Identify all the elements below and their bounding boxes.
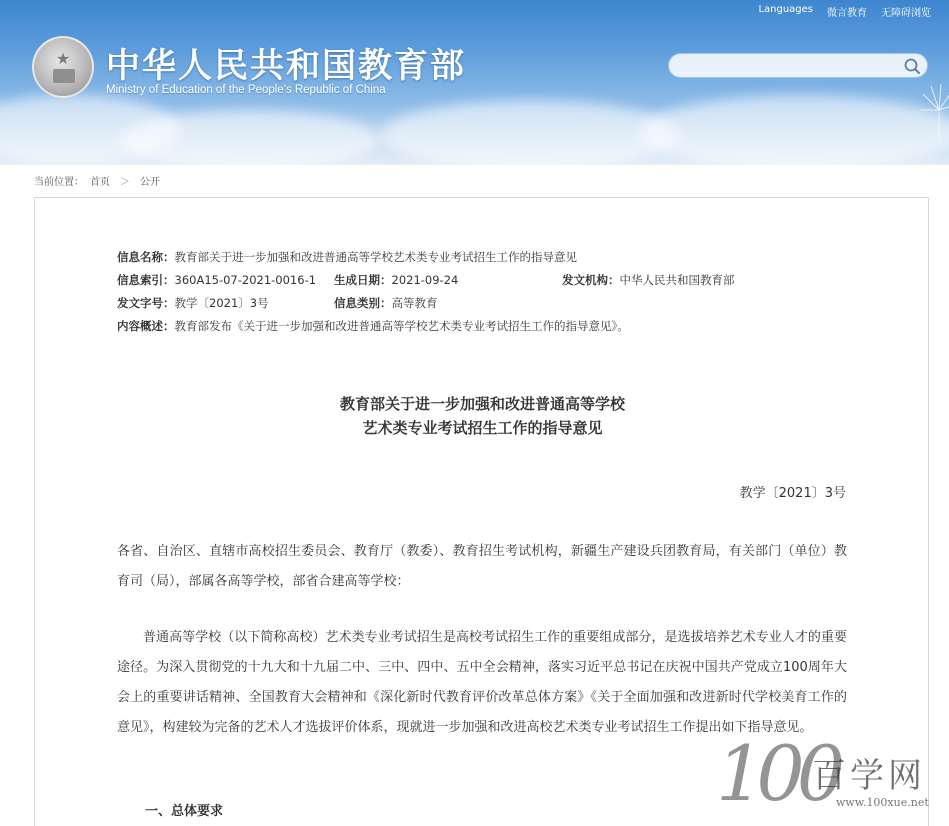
- site-title[interactable]: 中华人民共和国教育部: [106, 46, 466, 86]
- info-summary-value: 教育部发布《关于进一步加强和改进普通高等学校艺术类专业考试招生工作的指导意见》。: [174, 319, 629, 333]
- emblem-star-icon: ★: [55, 49, 71, 68]
- info-docno-value: 教学〔2021〕3号: [174, 296, 269, 310]
- header-cloud: [120, 110, 380, 165]
- breadcrumb: [34, 173, 160, 188]
- dandelion-icon: [919, 80, 949, 140]
- info-date-value: 2021-09-24: [391, 273, 459, 287]
- info-docno-label: 发文字号：: [117, 296, 175, 310]
- paragraph-addressees: 各省、自治区、直辖市高校招生委员会、教育厅（教委）、教育招生考试机构，新疆生产建设兵团教育局，有关部门（单位）教育司（局），部属各高等学校，部省合建高等学校：: [117, 544, 847, 589]
- breadcrumb-home[interactable]: 首页: [90, 177, 110, 188]
- document-number: 教学〔2021〕3号: [739, 486, 846, 501]
- document-title: [35, 392, 930, 440]
- info-index-label: 信息索引：: [117, 273, 175, 287]
- info-date-label: 生成日期：: [334, 273, 392, 287]
- info-category-label: 信息类别：: [334, 296, 392, 310]
- watermark-digits: 100: [716, 729, 838, 818]
- search-input[interactable]: [681, 57, 896, 75]
- site-subtitle: Ministry of Education of the People's Republic of China: [106, 84, 386, 96]
- breadcrumb-prefix: 当前位置：: [34, 177, 84, 188]
- accessibility-link[interactable]: 无障碍浏览: [881, 8, 931, 19]
- info-name-value: 教育部关于进一步加强和改进普通高等学校艺术类专业考试招生工作的指导意见: [174, 250, 577, 264]
- languages-link[interactable]: Languages: [758, 4, 813, 15]
- site-header: [0, 0, 949, 165]
- info-summary-label: 内容概述：: [117, 319, 175, 333]
- top-links: [758, 4, 931, 19]
- header-cloud: [380, 100, 680, 165]
- watermark-url: www.100xue.net: [836, 796, 929, 809]
- emblem-gate-icon: [53, 69, 75, 83]
- paragraph-intro: 普通高等学校（以下简称高校）艺术类专业考试招生是高校考试招生工作的重要组成部分，是选拔培养艺术专业人才的重要途径。为深入贯彻党的十九大和十九届二中、三中、四中、五中全会精神，落实习近平总书记在庆祝中国共产党成立100周年大会上的重要讲话精神、全国教育大会精神和《深化新时代教育评价改革总体方案》《关于全面加强和改进新时代学校美育工作的意见》，构建较为完备的艺术人才选拔评价体系，现就进一步加强和改进高校艺术类专业考试招生工作提出如下指导意见。: [117, 630, 847, 735]
- search-icon[interactable]: [903, 57, 921, 75]
- national-emblem-icon[interactable]: [32, 36, 94, 98]
- header-cloud: [640, 95, 949, 165]
- info-issuer-value: 中华人民共和国教育部: [619, 273, 735, 287]
- watermark-text: 百学网: [812, 756, 926, 796]
- info-name-label: 信息名称：: [117, 250, 175, 264]
- breadcrumb-current[interactable]: 公开: [140, 177, 160, 188]
- search-box: [668, 53, 928, 78]
- watermark-logo: [716, 729, 946, 824]
- info-issuer-label: 发文机构：: [562, 273, 620, 287]
- wechat-link[interactable]: 微言教育: [827, 8, 867, 19]
- document-title-line2: 艺术类专业考试招生工作的指导意见: [362, 419, 603, 437]
- section-heading: 一、总体要求: [145, 804, 224, 819]
- info-category-value: 高等教育: [391, 296, 438, 310]
- info-index-value: 360A15-07-2021-0016-1: [174, 273, 317, 287]
- document-title-line1: 教育部关于进一步加强和改进普通高等学校: [339, 395, 625, 413]
- breadcrumb-separator: ＞: [120, 177, 130, 188]
